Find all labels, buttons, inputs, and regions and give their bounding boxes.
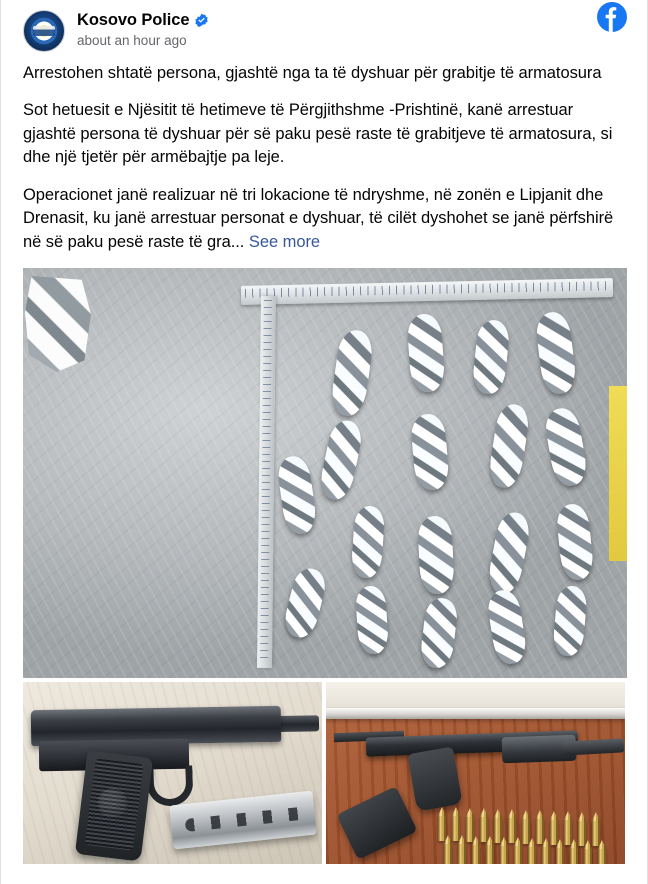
photo-row <box>23 682 625 864</box>
post-paragraph-2: Sot hetuesit e Njësitit të hetimeve të Përgjithshme -Prishtinë, kanë arrestuar gjashtë persona të dyshuar për së paku pesë raste të grabitjeve të armatosura, si dhe një tjetër për armëbajtje pa leje. <box>23 101 613 167</box>
bullet <box>542 845 550 864</box>
bullet <box>452 814 460 841</box>
police-crest-icon <box>29 16 59 46</box>
verified-badge-icon <box>194 13 209 28</box>
grip-medallion <box>96 786 129 819</box>
post-header-text <box>77 10 209 48</box>
bullet <box>592 819 600 846</box>
bullet <box>584 847 592 864</box>
yellow-edge <box>609 386 627 561</box>
page-name-row <box>77 11 209 30</box>
post-timestamp[interactable]: about an hour ago <box>77 33 187 48</box>
foil-packet <box>417 515 455 595</box>
bullet <box>570 846 578 864</box>
post-body <box>1 56 647 268</box>
see-more-link[interactable]: See more <box>248 232 321 251</box>
facebook-logo-icon[interactable] <box>597 2 627 32</box>
pistol-grip <box>75 750 153 861</box>
bullet <box>438 814 446 841</box>
bullet <box>500 844 508 864</box>
bullet <box>514 844 522 864</box>
bullet <box>522 817 530 844</box>
post-paragraph-1: Arrestohen shtatë persona, gjashtë nga ta të dyshuar për grabitje të armatosura <box>23 64 602 82</box>
page-avatar[interactable] <box>23 10 65 52</box>
post-paragraph-3-text: Operacionet janë realizuar në tri lokacione të ndryshme, në zonën e Lipjanit dhe Drenasit, ku janë arrestuar personat e dyshuar, të cilët dyshohet se janë përfshirë në së paku pesë raste të gra... <box>23 185 614 251</box>
bullet <box>556 846 564 864</box>
bullet <box>528 845 536 864</box>
foil-cluster <box>25 276 91 372</box>
post-paragraph-3 <box>23 184 625 254</box>
photo-pistol-and-magazine[interactable] <box>23 682 322 864</box>
bullet <box>550 818 558 845</box>
page-name[interactable]: Kosovo Police <box>77 11 190 29</box>
bullet <box>486 843 494 864</box>
photo-rifle-and-ammunition[interactable] <box>326 682 625 864</box>
bullet <box>480 815 488 842</box>
bullet <box>564 818 572 845</box>
bullet <box>494 816 502 843</box>
post-media <box>1 268 647 864</box>
photo-foil-packets-with-ruler[interactable] <box>23 268 627 678</box>
bullet <box>598 847 606 864</box>
bullet <box>444 842 452 864</box>
bullet <box>466 815 474 842</box>
bullet <box>458 842 466 864</box>
bullet <box>578 819 586 846</box>
white-pipe <box>326 708 625 719</box>
bullet <box>472 843 480 864</box>
rifle-magazine <box>407 746 462 811</box>
post-header <box>1 0 647 56</box>
bullet <box>508 816 516 843</box>
bullet <box>536 817 544 844</box>
